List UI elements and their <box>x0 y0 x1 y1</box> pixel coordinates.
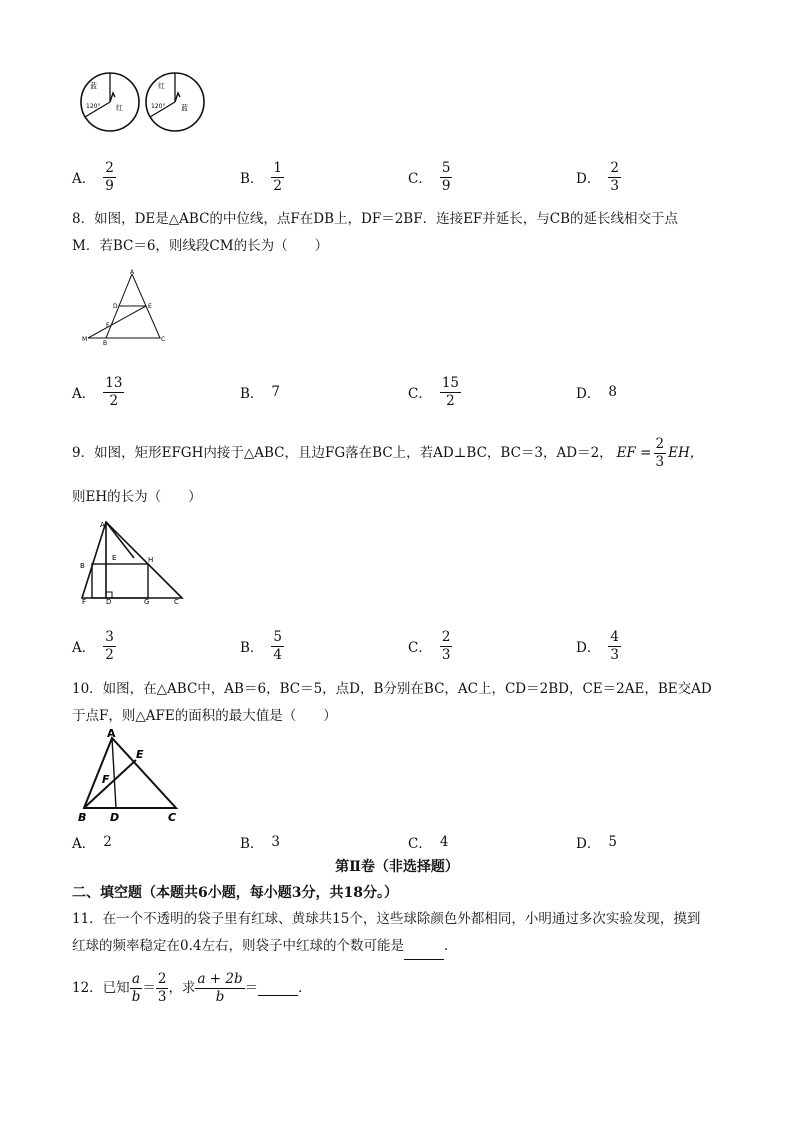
q8-line2: M．若BC＝6，则线段CM的长为（ ） <box>72 238 329 254</box>
q12-answer-blank[interactable] <box>258 981 298 996</box>
q8-stem <box>72 206 732 260</box>
q10-figure <box>76 728 186 822</box>
spinner2-right-label: 蓝 <box>181 104 188 112</box>
q10-option-a[interactable]: A． 2 <box>72 834 112 852</box>
q10-label-d: D <box>110 811 120 822</box>
q9-label-d: D <box>106 598 112 604</box>
q9-line2: 则EH的长为（ ） <box>72 489 202 505</box>
q8-option-d[interactable]: D． 8 <box>576 384 617 402</box>
part2-title: 第Ⅱ卷（非选择题） <box>335 859 459 875</box>
q8-label-d: D <box>113 303 118 310</box>
q10-label-b: B <box>78 811 87 822</box>
q10-line2: 于点F，则△AFE的面积的最大值是（ ） <box>72 708 337 724</box>
q8-option-b[interactable]: B． 7 <box>240 384 281 402</box>
q9-label-g: G <box>144 598 150 604</box>
q9-figure <box>78 518 188 604</box>
q8-line1: 8．如图，DE是△ABC的中位线，点F在DB上，DF＝2BF．连接EF并延长，与CB的延长线相交于点 <box>72 211 679 227</box>
q8-option-c[interactable]: C． $\frac{15}{2}$ <box>408 374 460 409</box>
q9-label-e: E <box>112 554 117 562</box>
q9-option-a[interactable]: A． $\frac{3}{2}$ <box>72 628 114 663</box>
q9-label-a: A <box>100 521 105 529</box>
q10-option-b[interactable]: B． 3 <box>240 834 281 852</box>
q9-label-b: B <box>80 562 85 570</box>
q8-option-a[interactable]: A． $\frac{13}{2}$ <box>72 374 123 409</box>
q9-option-b[interactable]: B． $\frac{5}{4}$ <box>240 628 283 663</box>
q10-label-c: C <box>168 811 177 822</box>
q11-line2: 红球的频率稳定在0.4左右，则袋子中红球的个数可能是 ． <box>72 933 752 960</box>
q8-label-e: E <box>148 303 152 310</box>
q10-label-e: E <box>136 748 144 761</box>
q9-label-f: F <box>82 598 87 604</box>
q7-options <box>72 155 752 199</box>
spinner2-top-label: 红 <box>158 82 165 90</box>
spinner-1 <box>81 73 139 131</box>
q10-label-a: A <box>107 728 116 740</box>
spinner-2 <box>146 73 204 131</box>
q9-label-c: C <box>174 598 179 604</box>
q10-option-c[interactable]: C． 4 <box>408 834 449 852</box>
q9-line1: 9．如图，矩形EFGH内接于△ABC，且边FG落在BC上，若AD⊥BC，BC＝3，AD＝2， EF = $\frac{2}{3}$ EH， <box>72 435 704 470</box>
q10-stem <box>72 676 752 730</box>
spinner2-angle: 120° <box>151 103 166 110</box>
q11-stem <box>72 906 752 960</box>
q10-line1: 10．如图，在△ABC中，AB＝6，BC＝5，点D，B分别在BC，AC上，CD＝2BD，CE＝2AE，BE交AD <box>72 681 712 697</box>
q8-label-a: A <box>130 269 135 276</box>
q8-label-c: C <box>161 336 166 343</box>
q8-options <box>72 370 752 414</box>
section2-heading: 二、填空题（本题共6小题，每小题3分，共18分。） <box>72 885 398 901</box>
q11-line1: 11．在一个不透明的袋子里有红球、黄球共15个，这些球除颜色外都相同，小明通过多次实验发现，摸到 <box>72 911 701 927</box>
spinner1-angle: 120° <box>86 103 101 110</box>
q9-label-h: H <box>148 556 154 564</box>
q7-option-b[interactable]: B． $\frac{1}{2}$ <box>240 159 283 194</box>
q11-answer-blank[interactable] <box>404 945 444 960</box>
q12-stem: 12．已知 $\frac{a}{b}$ ＝ $\frac{2}{3}$ ，求 $\frac{a + 2b}{b}$ ＝ ． <box>72 970 312 1005</box>
spinner1-right-label: 红 <box>116 104 123 112</box>
q7-option-d[interactable]: D． $\frac{2}{3}$ <box>576 159 619 194</box>
q8-label-m: M <box>82 336 88 343</box>
q7-spinner-figure <box>78 70 208 134</box>
q8-label-f: F <box>106 322 110 329</box>
q8-figure <box>80 268 170 348</box>
q8-label-b: B <box>103 340 108 347</box>
q9-options <box>72 624 752 668</box>
q9-option-c[interactable]: C． $\frac{2}{3}$ <box>408 628 451 663</box>
q7-option-a[interactable]: A． $\frac{2}{9}$ <box>72 159 114 194</box>
q7-option-c[interactable]: C． $\frac{5}{9}$ <box>408 159 451 194</box>
q10-option-d[interactable]: D． 5 <box>576 834 617 852</box>
spinner1-top-label: 蓝 <box>90 82 97 90</box>
q10-label-f: F <box>102 773 110 786</box>
q9-option-d[interactable]: D． $\frac{4}{3}$ <box>576 628 619 663</box>
